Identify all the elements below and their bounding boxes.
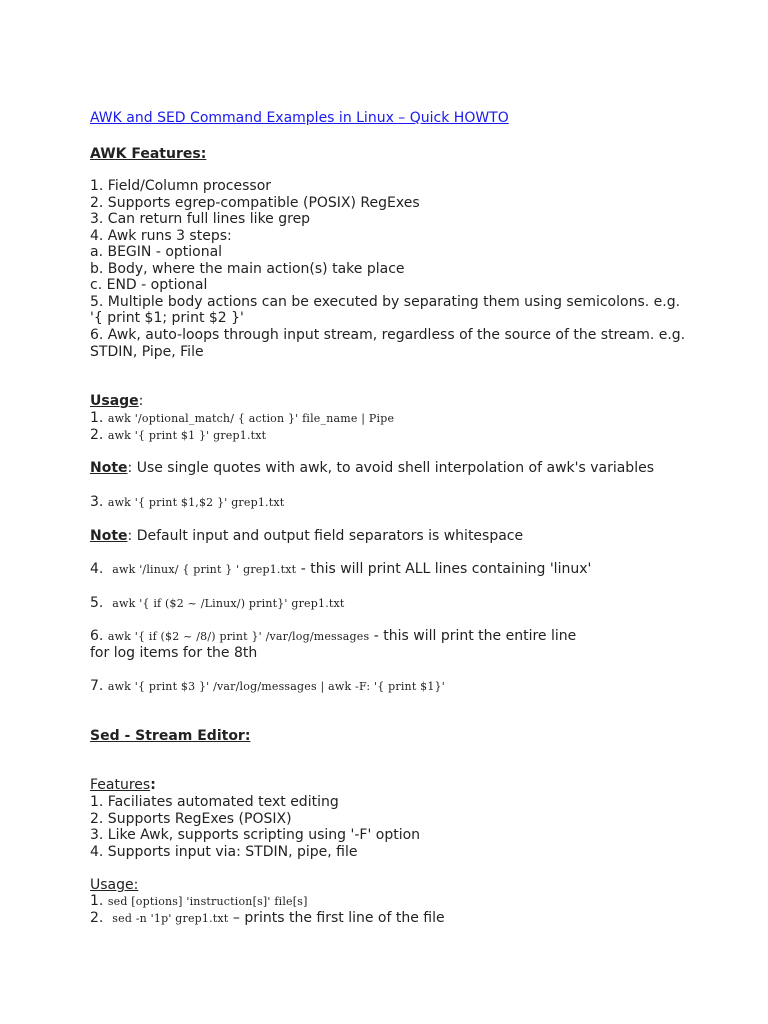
awk-features-heading: AWK Features: xyxy=(90,146,207,162)
usage-number: 3. xyxy=(90,494,104,510)
awk-usage-heading xyxy=(90,393,143,410)
code-snippet: awk '{ print $1,$2 }' grep1.txt xyxy=(107,496,285,509)
awk-usage-line-6 xyxy=(90,628,576,645)
usage-number: 5. xyxy=(90,595,104,611)
sed-features-colon: : xyxy=(150,777,156,793)
code-snippet: awk '/linux/ { print } ' grep1.txt xyxy=(112,563,297,576)
usage-number: 6. xyxy=(90,628,104,644)
awk-note-2 xyxy=(90,528,523,545)
code-snippet: awk '{ print $1 }' grep1.txt xyxy=(107,429,267,442)
awk-usage-label: Usage xyxy=(90,393,139,409)
code-snippet: awk '/optional_match/ { action }' file_name | Pipe xyxy=(107,412,395,425)
sed-usage-line-1 xyxy=(90,893,308,910)
note-label: Note xyxy=(90,528,128,544)
sed-feature-item: 1. Faciliates automated text editing xyxy=(90,794,339,810)
sed-features-label: Features xyxy=(90,777,151,793)
awk-note-1 xyxy=(90,460,654,477)
awk-usage-line-2 xyxy=(90,427,266,444)
usage-number: 1. xyxy=(90,893,104,909)
usage-number: 1. xyxy=(90,410,104,426)
awk-feature-item: '{ print $1; print $2 }' xyxy=(90,310,244,326)
awk-feature-item: 4. Awk runs 3 steps: xyxy=(90,228,232,244)
awk-feature-item: c. END - optional xyxy=(90,277,208,293)
awk-usage-line-4 xyxy=(90,561,591,578)
usage-description: – prints the first line of the file xyxy=(228,910,445,926)
awk-feature-item: 5. Multiple body actions can be executed by separating them using semicolons. e.g. xyxy=(90,294,681,310)
awk-usage-line-6-continued: for log items for the 8th xyxy=(90,645,258,661)
usage-description: - this will print ALL lines containing 'linux' xyxy=(296,561,592,577)
awk-usage-line-7 xyxy=(90,678,445,695)
sed-feature-item: 2. Supports RegExes (POSIX) xyxy=(90,811,292,827)
usage-number: 2. xyxy=(90,427,104,443)
awk-feature-item: 3. Can return full lines like grep xyxy=(90,211,311,227)
note-text: : Default input and output field separators is whitespace xyxy=(127,528,524,544)
usage-number: 7. xyxy=(90,678,104,694)
usage-number: 2. xyxy=(90,910,104,926)
code-snippet: sed -n '1p' grep1.txt xyxy=(112,912,229,925)
sed-features-heading xyxy=(90,777,156,794)
awk-feature-item: 1. Field/Column processor xyxy=(90,178,272,194)
note-text: : Use single quotes with awk, to avoid shell interpolation of awk's variables xyxy=(127,460,654,476)
awk-usage-line-3 xyxy=(90,494,284,511)
awk-feature-item: b. Body, where the main action(s) take place xyxy=(90,261,405,277)
sed-usage-heading: Usage: xyxy=(90,877,139,893)
code-snippet: sed [options] 'instruction[s]' file[s] xyxy=(107,895,308,908)
sed-usage-line-2 xyxy=(90,910,445,927)
awk-feature-item: 2. Supports egrep-compatible (POSIX) RegExes xyxy=(90,195,420,211)
code-snippet: awk '{ if ($2 ~ /Linux/) print}' grep1.txt xyxy=(112,597,345,610)
awk-usage-line-1 xyxy=(90,410,394,427)
code-snippet: awk '{ if ($2 ~ /8/) print }' /var/log/messages xyxy=(107,630,370,643)
awk-feature-item: a. BEGIN - optional xyxy=(90,244,223,260)
sed-feature-item: 3. Like Awk, supports scripting using '-F' option xyxy=(90,827,421,843)
usage-description: - this will print the entire line xyxy=(369,628,577,644)
awk-usage-line-5 xyxy=(90,595,345,612)
sed-feature-item: 4. Supports input via: STDIN, pipe, file xyxy=(90,844,358,860)
awk-usage-colon: : xyxy=(138,393,144,409)
awk-feature-item: 6. Awk, auto-loops through input stream, regardless of the source of the stream. e.g. xyxy=(90,327,686,343)
document-title-link[interactable]: AWK and SED Command Examples in Linux – Quick HOWTO xyxy=(90,110,509,126)
awk-feature-item: STDIN, Pipe, File xyxy=(90,344,204,360)
note-label: Note xyxy=(90,460,128,476)
sed-heading: Sed - Stream Editor: xyxy=(90,728,251,744)
usage-number: 4. xyxy=(90,561,104,577)
code-snippet: awk '{ print $3 }' /var/log/messages | awk -F: '{ print $1}' xyxy=(107,680,445,693)
